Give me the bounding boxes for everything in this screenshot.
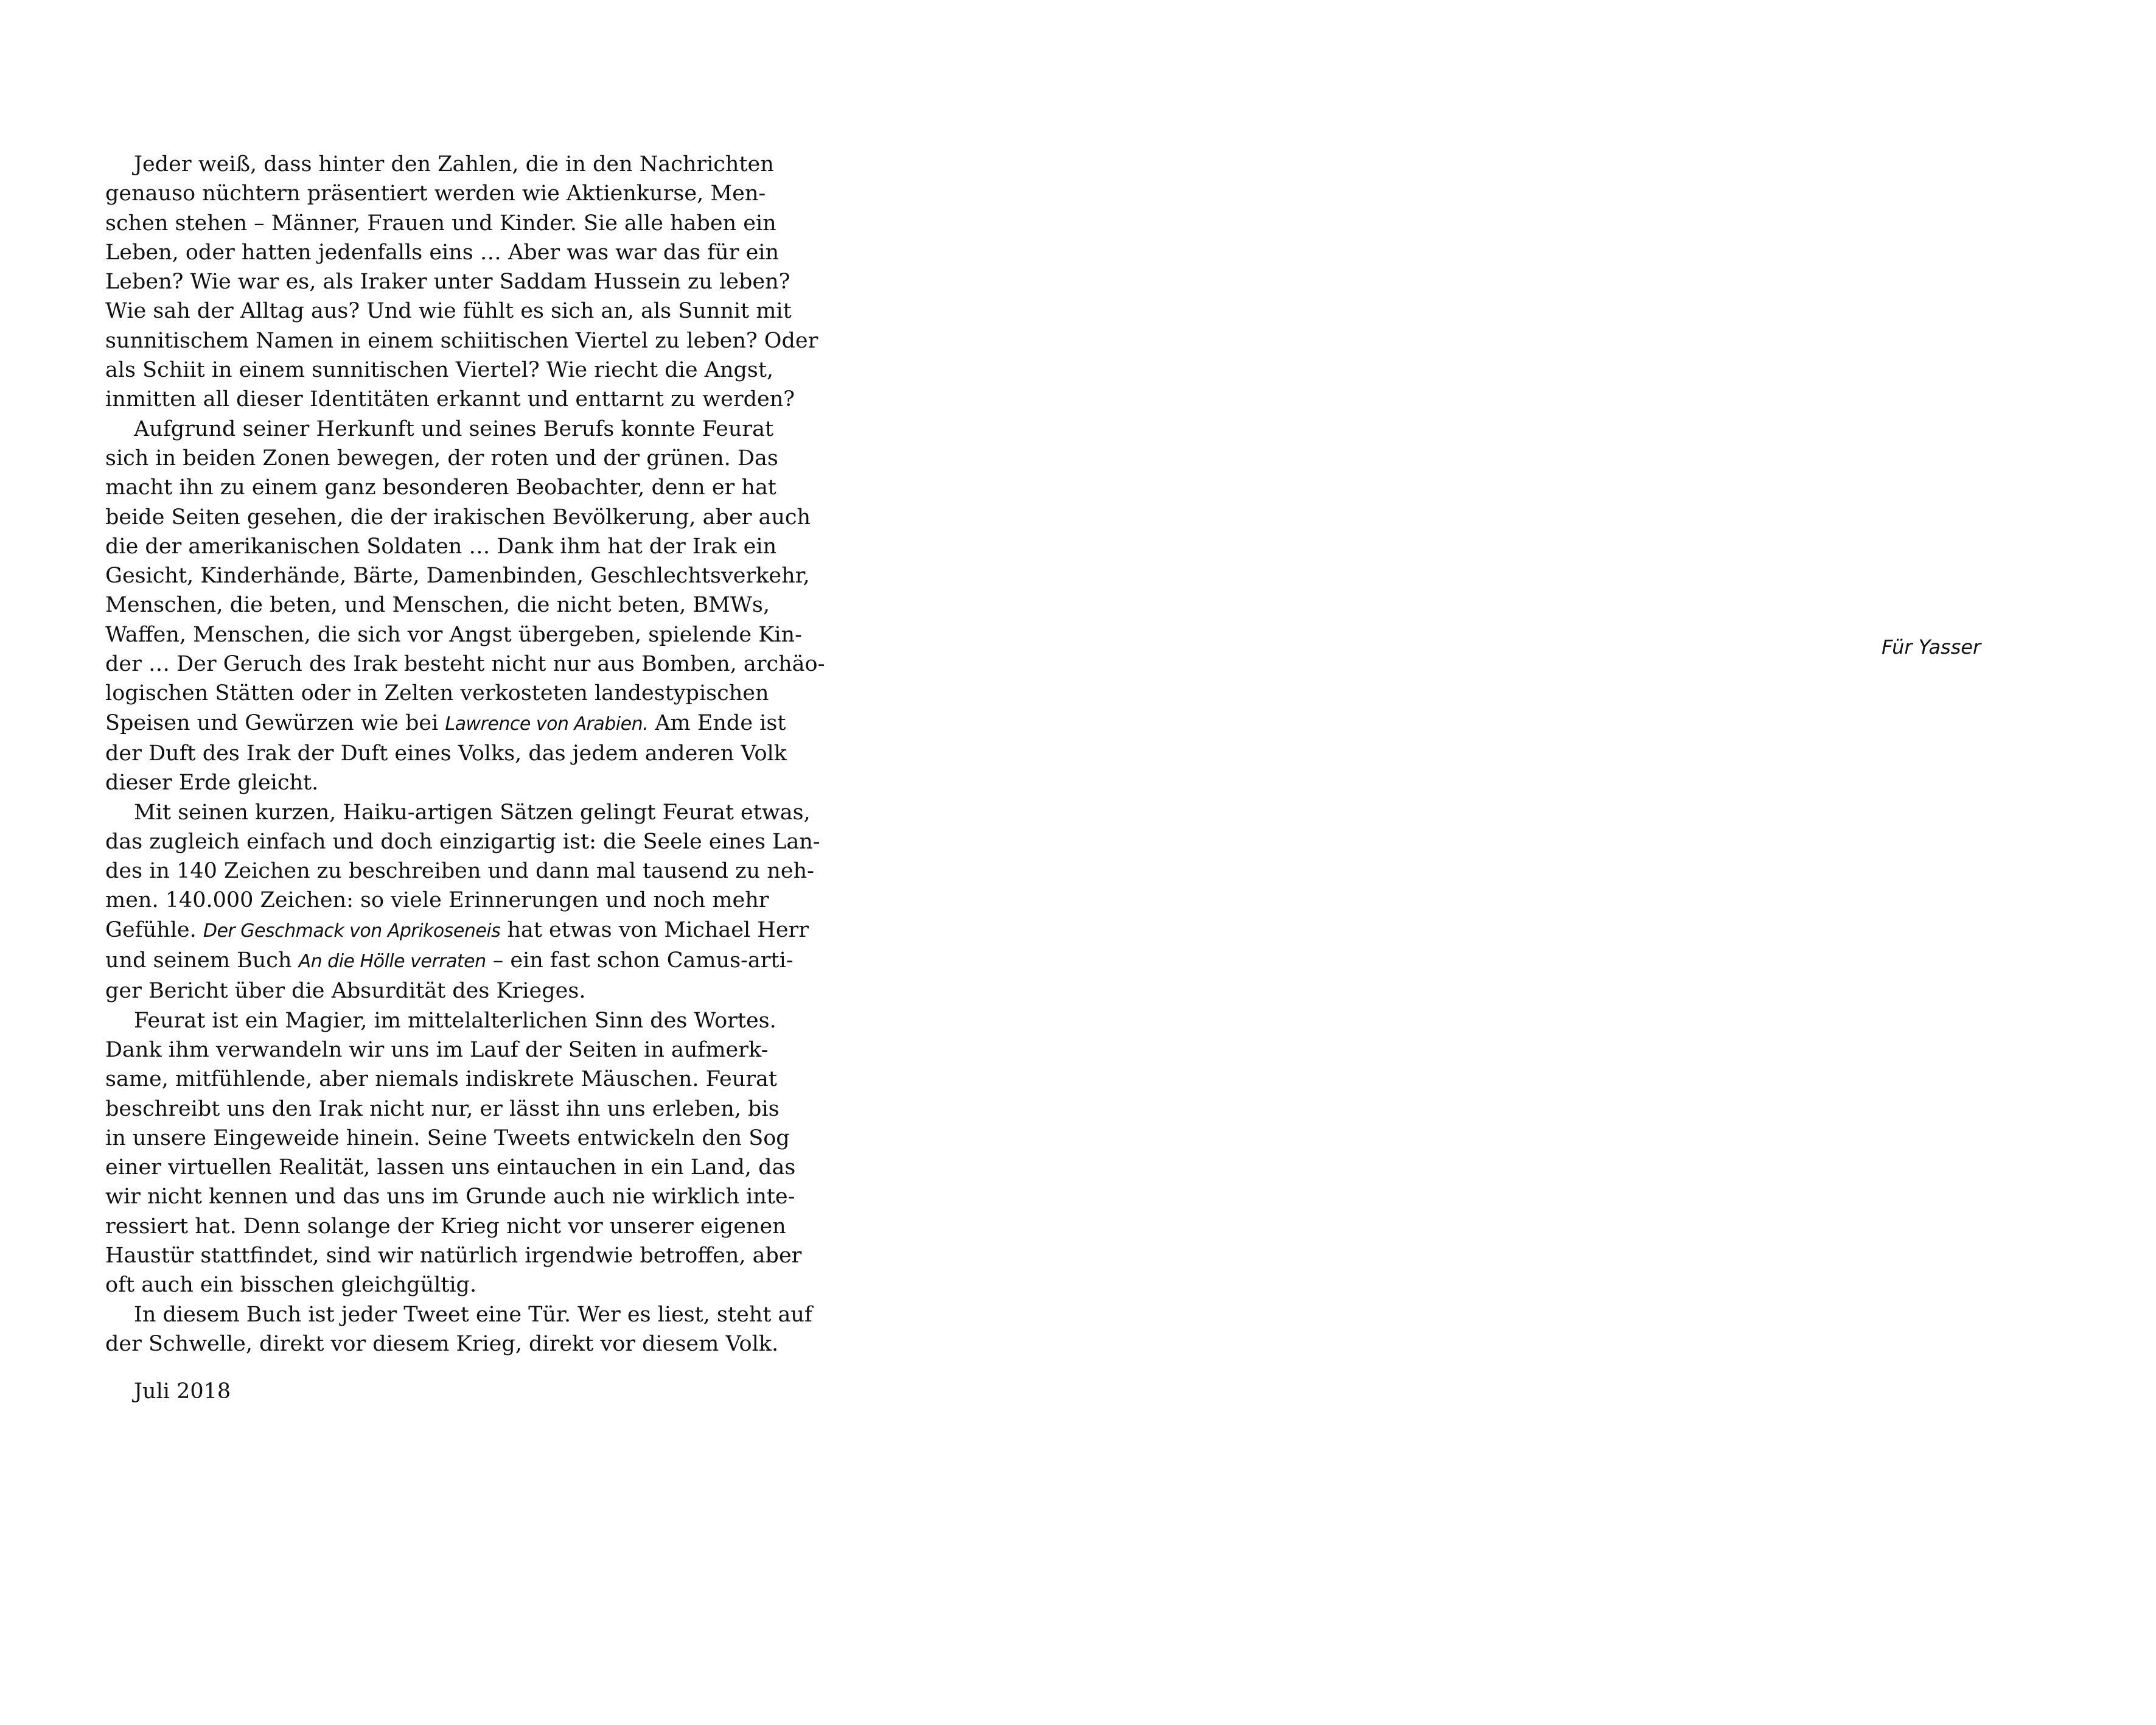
text-line: Wie sah der Alltag aus? Und wie fühlt es sich an, als Sunnit mit <box>105 299 792 324</box>
text-run: und seinem Buch <box>105 948 299 973</box>
paragraph-2 <box>105 415 825 798</box>
text-line: oft auch ein bisschen gleichgültig. <box>105 1273 477 1298</box>
paragraph-3 <box>105 798 820 1006</box>
text-line: inmitten all dieser Identitäten erkannt und enttarnt zu werden? <box>105 387 795 412</box>
paragraph-4 <box>105 1006 802 1300</box>
text-line: wir nicht kennen und das uns im Grunde auch nie wirklich inte- <box>105 1184 795 1209</box>
text-line: Mit seinen kurzen, Haiku-artigen Sätzen gelingt Feurat etwas, <box>134 800 811 825</box>
text-line: schen stehen – Männer, Frauen und Kinder. Sie alle haben ein <box>105 211 776 236</box>
text-line: beschreibt uns den Irak nicht nur, er lässt ihn uns erleben, bis <box>105 1096 780 1121</box>
text-line: die der amerikanischen Soldaten … Dank ihm hat der Irak ein <box>105 534 777 559</box>
text-line: in unsere Eingeweide hinein. Seine Tweets entwickeln den Sog <box>105 1125 790 1150</box>
text-line: Feurat ist ein Magier, im mittelalterlichen Sinn des Wortes. <box>134 1008 776 1033</box>
text-line <box>105 915 809 946</box>
left-page-text <box>105 150 825 1359</box>
text-line: Leben? Wie war es, als Iraker unter Saddam Hussein zu leben? <box>105 270 790 295</box>
text-line: als Schiit in einem sunnitischen Viertel? Wie riecht die Angst, <box>105 358 774 383</box>
italic-title-aprikoseneis: Der Geschmack von Aprikoseneis <box>203 920 501 942</box>
text-line: ger Bericht über die Absurdität des Krieges. <box>105 979 586 1004</box>
text-line: same, mitfühlende, aber niemals indiskrete Mäuschen. Feurat <box>105 1067 777 1092</box>
text-line: In diesem Buch ist jeder Tweet eine Tür. Wer es liest, steht auf <box>134 1302 812 1327</box>
paragraph-5 <box>105 1300 812 1359</box>
text-run: Gefühle. <box>105 917 203 942</box>
text-run: hat etwas von Michael Herr <box>500 917 809 942</box>
text-line: Haustür stattfindet, sind wir natürlich irgendwie betroffen, aber <box>105 1243 802 1268</box>
italic-title-lawrence: Lawrence von Arabien. <box>445 713 649 735</box>
italic-title-hoelle: An die Hölle verraten <box>298 951 486 973</box>
text-line: Dank ihm verwandeln wir uns im Lauf der Seiten in aufmerk- <box>105 1037 769 1062</box>
text-line: dieser Erde gleicht. <box>105 771 319 796</box>
text-run: – ein fast schon Camus-arti- <box>486 948 794 973</box>
text-line: sich in beiden Zonen bewegen, der roten und der grünen. Das <box>105 446 778 471</box>
dedication: Für Yasser <box>1882 635 1981 659</box>
text-line: macht ihn zu einem ganz besonderen Beobachter, denn er hat <box>105 475 776 500</box>
text-line: Waffen, Menschen, die sich vor Angst übergeben, spielende Kin- <box>105 622 802 647</box>
text-line <box>105 709 786 739</box>
text-line: Jeder weiß, dass hinter den Zahlen, die in den Nachrichten <box>134 152 774 177</box>
text-line: einer virtuellen Realität, lassen uns eintauchen in ein Land, das <box>105 1155 796 1180</box>
text-line <box>105 946 794 976</box>
text-line: Aufgrund seiner Herkunft und seines Berufs konnte Feurat <box>134 416 774 441</box>
paragraph-1 <box>105 150 818 415</box>
text-run: Speisen und Gewürzen wie bei <box>105 710 445 735</box>
text-line: genauso nüchtern präsentiert werden wie Aktienkurse, Men- <box>105 181 766 206</box>
text-line: Leben, oder hatten jedenfalls eins … Aber was war das für ein <box>105 240 780 265</box>
date-line: Juli 2018 <box>134 1379 231 1404</box>
text-line: ressiert hat. Denn solange der Krieg nicht vor unserer eigenen <box>105 1214 786 1239</box>
text-run: Am Ende ist <box>648 710 786 735</box>
text-line: des in 140 Zeichen zu beschreiben und dann mal tausend zu neh- <box>105 859 814 884</box>
text-line: das zugleich einfach und doch einzigartig ist: die Seele eines Lan- <box>105 829 820 854</box>
text-line: sunnitischem Namen in einem schiitischen Viertel zu leben? Oder <box>105 328 818 353</box>
text-line: der … Der Geruch des Irak besteht nicht nur aus Bomben, archäo- <box>105 652 825 677</box>
text-line: Menschen, die beten, und Menschen, die nicht beten, BMWs, <box>105 593 770 618</box>
text-line: Gesicht, Kinderhände, Bärte, Damenbinden, Geschlechtsverkehr, <box>105 564 810 589</box>
text-line: der Schwelle, direkt vor diesem Krieg, direkt vor diesem Volk. <box>105 1331 779 1356</box>
text-line: men. 140.000 Zeichen: so viele Erinnerungen und noch mehr <box>105 888 769 913</box>
text-line: der Duft des Irak der Duft eines Volks, das jedem anderen Volk <box>105 741 787 766</box>
text-line: beide Seiten gesehen, die der irakischen Bevölkerung, aber auch <box>105 505 811 530</box>
text-line: logischen Stätten oder in Zelten verkosteten landestypischen <box>105 681 769 706</box>
